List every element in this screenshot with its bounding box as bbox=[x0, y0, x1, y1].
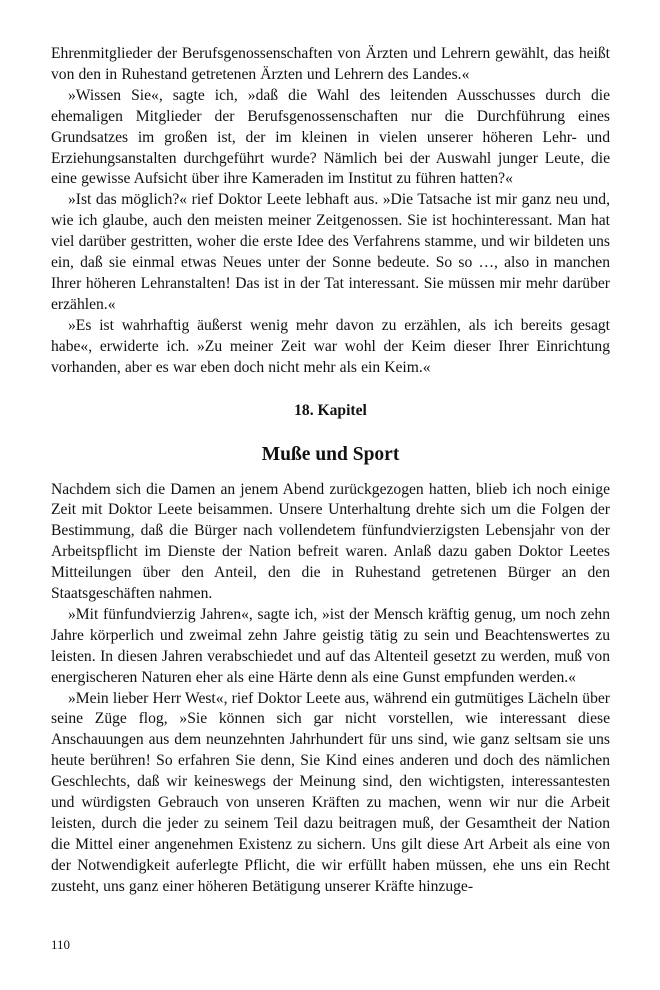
page-text bbox=[51, 44, 610, 898]
chapter-number-heading: 18. Kapitel bbox=[294, 401, 367, 419]
paragraph-chapter-opening: Nachdem sich die Damen an jenem Abend zurückgezogen hatten, blieb ich noch einige Zeit mit Doktor Leete beisammen. Unsere Unterhaltung drehte sich um die Folgen der Bestimmung, daß die Bürger nach vollendetem fünfundvierzigsten Lebensjahr von der Arbeitspflicht im Dienste der Nation befreit waren. Anlaß dazu gaben Doktor Leetes Mitteilungen über den Anteil, den die in Ruhestand getretenen Bürger an den Staatsgeschäften nahmen. bbox=[51, 480, 610, 603]
paragraph: »Mein lieber Herr West«, rief Doktor Leete aus, während ein gutmütiges Lächeln über seine Züge flog, »Sie können sich gar nicht vorstellen, wie interessant diese Anschauungen aus dem neunzehnten Jahrhundert für uns sind, wie ganz seltsam sie uns heute berühren! So erfahren Sie denn, Sie Kind eines anderen und doch des nämlichen Geschlechts, daß wir keineswegs der Meinung sind, den wichtigsten, interessantesten und würdigsten Gebrauch von unseren Kräften zu machen, wenn wir nur die Arbeit leisten, durch die jeder zu seinem Teil dazu beitragen muß, der Gesamtheit der Nation die Mittel einer angenehmen Existenz zu sichern. Uns gilt diese Art Arbeit als eine von der Notwendigkeit auferlegte Pflicht, die wir erfüllt haben müssen, ehe uns ein Recht zusteht, uns ganz einer höheren Betätigung unserer Kräfte hinzuge- bbox=[51, 689, 610, 895]
paragraph: »Wissen Sie«, sagte ich, »daß die Wahl des leitenden Ausschusses durch die ehemaligen Mitglieder der Berufsgenossenschaften nur die Durchführung eines Grundsatzes im großen ist, der im kleinen in vielen unserer höheren Lehr- und Erziehungsanstalten durchgeführt wurde? Nämlich bei der Auswahl junger Leute, die eine gewisse Aufsicht über ihre Kameraden im Institut zu führen hatten?« bbox=[51, 86, 610, 188]
paragraph: »Mit fünfundvierzig Jahren«, sagte ich, »ist der Mensch kräftig genug, um noch zehn Jahre körperlich und zweimal zehn Jahre geistig tätig zu sein und Beachtenswertes zu leisten. In diesen Jahren verabschiedet und auf das Altenteil gesetzt zu werden, muß von energischeren Naturen eher als eine Härte denn als eine Gunst empfunden werden.« bbox=[51, 605, 610, 686]
paragraph: »Ist das möglich?« rief Doktor Leete lebhaft aus. »Die Tatsache ist mir ganz neu und, wie ich glaube, auch den meisten meiner Zeitgenossen. Sie ist hochinteressant. Man hat viel darüber gestritten, woher die erste Idee des Verfahrens stamme, und wir bildeten uns ein, daß sie einmal etwas Neues unter der Sonne bedeute. So so …, also in manchen Ihrer höheren Lehranstalten! Das ist in der Tat interessant. Sie müssen mir mehr darüber erzählen.« bbox=[51, 191, 610, 313]
page-number: 110 bbox=[51, 937, 71, 952]
paragraph: »Es ist wahrhaftig äußerst wenig mehr davon zu erzählen, als ich bereits gesagt habe«, erwiderte ich. »Zu meiner Zeit war wohl der Keim dieser Ihrer Einrichtung vorhanden, aber es war eben doch nicht mehr als ein Keim.« bbox=[51, 316, 610, 376]
paragraph-continued: Ehrenmitglieder der Berufsgenossenschaften von Ärzten und Lehrern gewählt, das heißt von den in Ruhestand getretenen Ärzten und Lehrern des Landes.« bbox=[51, 45, 610, 83]
chapter-title: Muße und Sport bbox=[261, 443, 400, 465]
